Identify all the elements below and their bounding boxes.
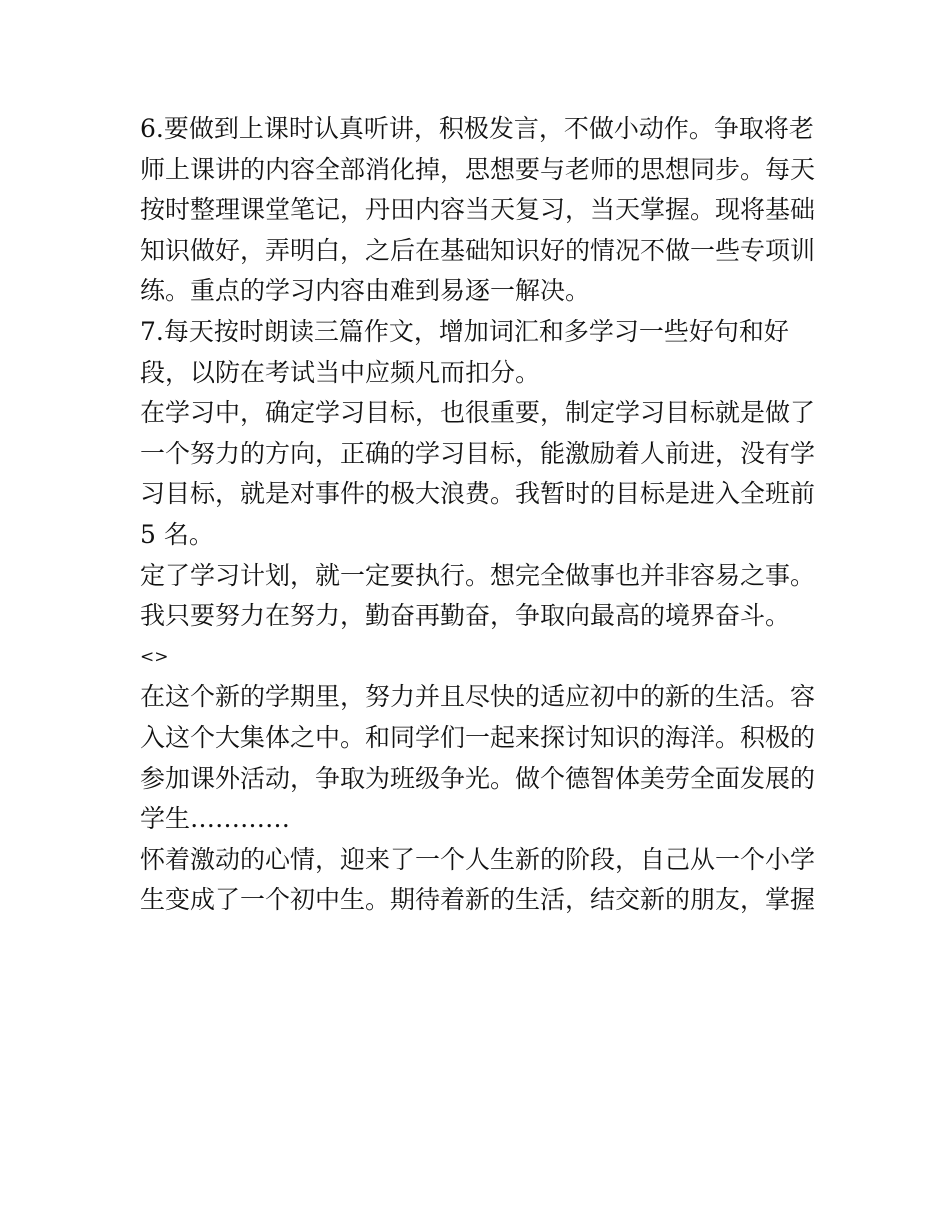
text-line: 5 名。 <box>140 519 214 549</box>
text-line: 生变成了一个初中生。期待着新的生活，结交新的朋友，掌握 <box>140 885 816 915</box>
text-line: <> <box>140 646 169 667</box>
document-body <box>140 109 820 921</box>
text-line: 练。重点的学习内容由难到易逐一解决。 <box>140 276 591 306</box>
text-line: 怀着激动的心情，迎来了一个人生新的阶段，自己从一个小学 <box>140 844 816 874</box>
text-line: 在这个新的学期里，努力并且尽快的适应初中的新的生活。容 <box>140 682 816 712</box>
text-line: 师上课讲的内容全部消化掉，思想要与老师的思想同步。每天 <box>140 154 816 184</box>
text-line: 学生………… <box>140 804 291 834</box>
text-line: 在学习中，确定学习目标，也很重要，制定学习目标就是做了 <box>140 398 816 428</box>
text-line: 入这个大集体之中。和同学们一起来探讨知识的海洋。积极的 <box>140 722 816 752</box>
text-line: 6.要做到上课时认真听讲，积极发言，不做小动作。争取将老 <box>140 114 814 143</box>
text-line: 我只要努力在努力，勤奋再勤奋，争取向最高的境界奋斗。 <box>140 601 791 631</box>
text-line: 7.每天按时朗读三篇作文，增加词汇和多学习一些好句和好 <box>140 316 789 346</box>
text-line: 知识做好，弄明白，之后在基础知识好的情况不做一些专项训 <box>140 235 816 265</box>
text-line: 习目标，就是对事件的极大浪费。我暂时的目标是进入全班前 <box>140 479 816 509</box>
text-line: 按时整理课堂笔记，丹田内容当天复习，当天掌握。现将基础 <box>140 195 816 225</box>
text-line: 参加课外活动，争取为班级争光。做个德智体美劳全面发展的 <box>140 763 816 793</box>
text-line: 段，以防在考试当中应频凡而扣分。 <box>140 357 541 387</box>
text-line: 定了学习计划，就一定要执行。想完全做事也并非容易之事。 <box>140 560 816 590</box>
text-line: 一个努力的方向，正确的学习目标，能激励着人前进，没有学 <box>140 438 816 468</box>
